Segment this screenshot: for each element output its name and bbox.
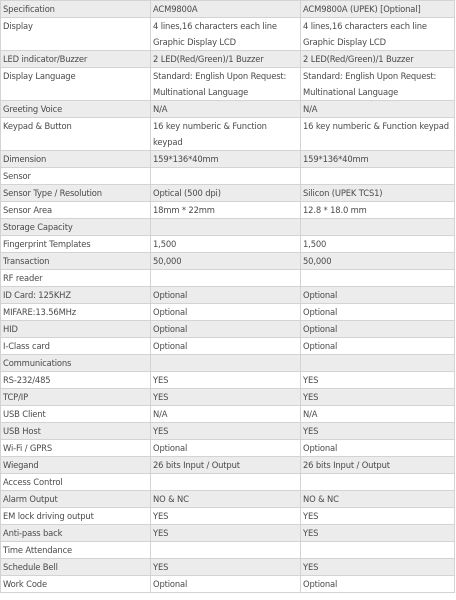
acm9800a-upek-value-cell [301, 219, 455, 236]
table-row [1, 372, 455, 389]
acm9800a-upek-value-cell [301, 542, 455, 559]
spec-label-cell: Greeting Voice [1, 101, 151, 118]
table-row [1, 101, 455, 118]
acm9800a-upek-value-cell: N/A [301, 406, 455, 423]
table-row [1, 440, 455, 457]
acm9800a-upek-value-cell [301, 270, 455, 287]
acm9800a-upek-value-cell: N/A [301, 101, 455, 118]
acm9800a-upek-value-cell: Optional [301, 321, 455, 338]
acm9800a-value-cell: 26 bits Input / Output [151, 457, 301, 474]
table-row [1, 51, 455, 68]
acm9800a-value-cell: N/A [151, 101, 301, 118]
acm9800a-value-cell: YES [151, 559, 301, 576]
table-row [1, 168, 455, 185]
spec-label-cell: Transaction [1, 253, 151, 270]
table-row [1, 491, 455, 508]
table-row [1, 151, 455, 168]
spec-label-cell: I-Class card [1, 338, 151, 355]
acm9800a-upek-value-cell: 26 bits Input / Output [301, 457, 455, 474]
table-row [1, 559, 455, 576]
spec-label-cell: Wiegand [1, 457, 151, 474]
table-row [1, 270, 455, 287]
table-row [1, 423, 455, 440]
spec-label-cell: MIFARE:13.56MHz [1, 304, 151, 321]
acm9800a-value-cell: YES [151, 372, 301, 389]
acm9800a-upek-value-cell [301, 474, 455, 491]
spec-label-cell: LED indicator/Buzzer [1, 51, 151, 68]
acm9800a-value-cell [151, 168, 301, 185]
table-row [1, 389, 455, 406]
acm9800a-upek-value-cell [301, 168, 455, 185]
acm9800a-value-cell: 50,000 [151, 253, 301, 270]
spec-label-cell: RF reader [1, 270, 151, 287]
acm9800a-value-cell: N/A [151, 406, 301, 423]
spec-label-cell: Fingerprint Templates [1, 236, 151, 253]
acm9800a-upek-value-cell: YES [301, 525, 455, 542]
table-row [1, 321, 455, 338]
acm9800a-upek-value-cell: 1,500 [301, 236, 455, 253]
acm9800a-value-cell: YES [151, 389, 301, 406]
spec-label-cell: Communications [1, 355, 151, 372]
table-row [1, 304, 455, 321]
acm9800a-upek-value-cell: Optional [301, 287, 455, 304]
spec-label-cell: Wi-Fi / GPRS [1, 440, 151, 457]
acm9800a-upek-value-cell: 12.8 * 18.0 mm [301, 202, 455, 219]
table-row [1, 202, 455, 219]
spec-label-cell: USB Client [1, 406, 151, 423]
spec-label-cell: Work Code [1, 576, 151, 593]
acm9800a-upek-value-cell: ACM9800A (UPEK) [Optional] [301, 1, 455, 18]
acm9800a-value-cell: Optional [151, 338, 301, 355]
acm9800a-upek-value-cell: YES [301, 508, 455, 525]
table-row [1, 253, 455, 270]
spec-label-cell: Schedule Bell [1, 559, 151, 576]
acm9800a-upek-value-cell: Silicon (UPEK TCS1) [301, 185, 455, 202]
acm9800a-upek-value-cell: Optional [301, 576, 455, 593]
acm9800a-upek-value-cell: 16 key numberic & Function keypad [301, 118, 455, 151]
spec-label-cell: HID [1, 321, 151, 338]
acm9800a-value-cell: Optional [151, 304, 301, 321]
acm9800a-upek-value-cell: 2 LED(Red/Green)/1 Buzzer [301, 51, 455, 68]
acm9800a-value-cell: YES [151, 525, 301, 542]
table-row [1, 68, 455, 101]
spec-label-cell: Dimension [1, 151, 151, 168]
acm9800a-value-cell [151, 270, 301, 287]
table-row [1, 185, 455, 202]
acm9800a-value-cell: NO & NC [151, 491, 301, 508]
acm9800a-value-cell: Optional [151, 287, 301, 304]
spec-label-cell: Sensor [1, 168, 151, 185]
table-row [1, 542, 455, 559]
acm9800a-value-cell: 4 lines,16 characters each line Graphic Display LCD [151, 18, 301, 51]
table-row [1, 525, 455, 542]
spec-label-cell: Alarm Output [1, 491, 151, 508]
acm9800a-value-cell: Optical (500 dpi) [151, 185, 301, 202]
acm9800a-value-cell: YES [151, 508, 301, 525]
acm9800a-value-cell: 1,500 [151, 236, 301, 253]
spec-label-cell: TCP/IP [1, 389, 151, 406]
acm9800a-value-cell: Optional [151, 576, 301, 593]
acm9800a-upek-value-cell: 4 lines,16 characters each line Graphic Display LCD [301, 18, 455, 51]
acm9800a-value-cell: 18mm * 22mm [151, 202, 301, 219]
spec-label-cell: ID Card: 125KHZ [1, 287, 151, 304]
specification-table-body [1, 1, 455, 593]
acm9800a-upek-value-cell: YES [301, 389, 455, 406]
table-row [1, 355, 455, 372]
table-row [1, 236, 455, 253]
spec-label-cell: Keypad & Button [1, 118, 151, 151]
table-row [1, 18, 455, 51]
table-row [1, 576, 455, 593]
spec-label-cell: Specification [1, 1, 151, 18]
spec-label-cell: EM lock driving output [1, 508, 151, 525]
table-row [1, 338, 455, 355]
acm9800a-value-cell [151, 542, 301, 559]
acm9800a-upek-value-cell: YES [301, 372, 455, 389]
acm9800a-upek-value-cell: YES [301, 559, 455, 576]
spec-label-cell: Sensor Type / Resolution [1, 185, 151, 202]
acm9800a-upek-value-cell: NO & NC [301, 491, 455, 508]
spec-label-cell: RS-232/485 [1, 372, 151, 389]
spec-label-cell: USB Host [1, 423, 151, 440]
acm9800a-value-cell: ACM9800A [151, 1, 301, 18]
acm9800a-upek-value-cell: Optional [301, 440, 455, 457]
table-row [1, 1, 455, 18]
acm9800a-value-cell [151, 219, 301, 236]
table-row [1, 219, 455, 236]
spec-label-cell: Anti-pass back [1, 525, 151, 542]
acm9800a-value-cell: YES [151, 423, 301, 440]
table-row [1, 406, 455, 423]
table-row [1, 508, 455, 525]
spec-label-cell: Display [1, 18, 151, 51]
spec-label-cell: Display Language [1, 68, 151, 101]
acm9800a-value-cell: 159*136*40mm [151, 151, 301, 168]
table-row [1, 457, 455, 474]
spec-label-cell: Access Control [1, 474, 151, 491]
acm9800a-upek-value-cell: Standard: English Upon Request: Multinational Language [301, 68, 455, 101]
acm9800a-value-cell: 16 key numberic & Function keypad [151, 118, 301, 151]
acm9800a-upek-value-cell: Optional [301, 338, 455, 355]
table-row [1, 118, 455, 151]
acm9800a-value-cell [151, 474, 301, 491]
acm9800a-value-cell: 2 LED(Red/Green)/1 Buzzer [151, 51, 301, 68]
acm9800a-upek-value-cell: Optional [301, 304, 455, 321]
acm9800a-value-cell: Optional [151, 321, 301, 338]
acm9800a-value-cell [151, 355, 301, 372]
acm9800a-value-cell: Optional [151, 440, 301, 457]
table-row [1, 287, 455, 304]
table-row [1, 474, 455, 491]
spec-label-cell: Storage Capacity [1, 219, 151, 236]
spec-label-cell: Time Attendance [1, 542, 151, 559]
acm9800a-upek-value-cell: 50,000 [301, 253, 455, 270]
acm9800a-upek-value-cell: YES [301, 423, 455, 440]
acm9800a-upek-value-cell: 159*136*40mm [301, 151, 455, 168]
acm9800a-value-cell: Standard: English Upon Request: Multinational Language [151, 68, 301, 101]
acm9800a-upek-value-cell [301, 355, 455, 372]
spec-label-cell: Sensor Area [1, 202, 151, 219]
